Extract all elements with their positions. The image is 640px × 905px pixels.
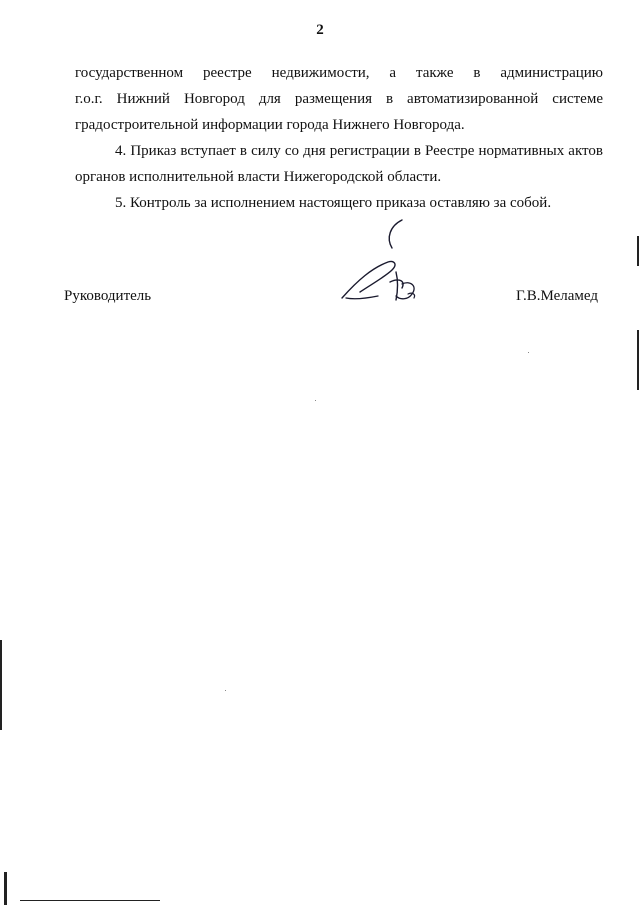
scan-edge-mark (20, 900, 160, 901)
text-line: 4. Приказ вступает в силу со дня регистрации в Реестре нормативных актов (115, 143, 603, 159)
page-number: 2 (316, 22, 324, 38)
paragraph-item-4 (75, 138, 603, 190)
text-line: г.о.г. Нижний Новгород для размещения в автоматизированной системе (75, 91, 603, 107)
scan-edge-mark (4, 872, 7, 905)
text-line: 5. Контроль за исполнением настоящего приказа оставляю за собой. (115, 195, 552, 211)
signature-icon (332, 214, 432, 310)
scan-artifact (528, 352, 529, 353)
text-line: государственном реестре недвижимости, а также в администрацию (75, 65, 603, 81)
scan-edge-mark (637, 236, 639, 266)
paragraph-continuation (75, 60, 603, 138)
paragraph-item-5 (75, 190, 603, 216)
scan-artifact (225, 690, 226, 691)
scan-artifact (315, 400, 316, 401)
signer-name: Г.В.Меламед (515, 288, 598, 304)
scan-edge-mark (637, 330, 639, 390)
text-line: градостроительной информации города Нижнего Новгорода. (75, 117, 465, 133)
signer-role: Руководитель (64, 288, 152, 304)
scan-edge-mark (0, 640, 2, 730)
text-line: органов исполнительной власти Нижегородской области. (75, 169, 442, 185)
